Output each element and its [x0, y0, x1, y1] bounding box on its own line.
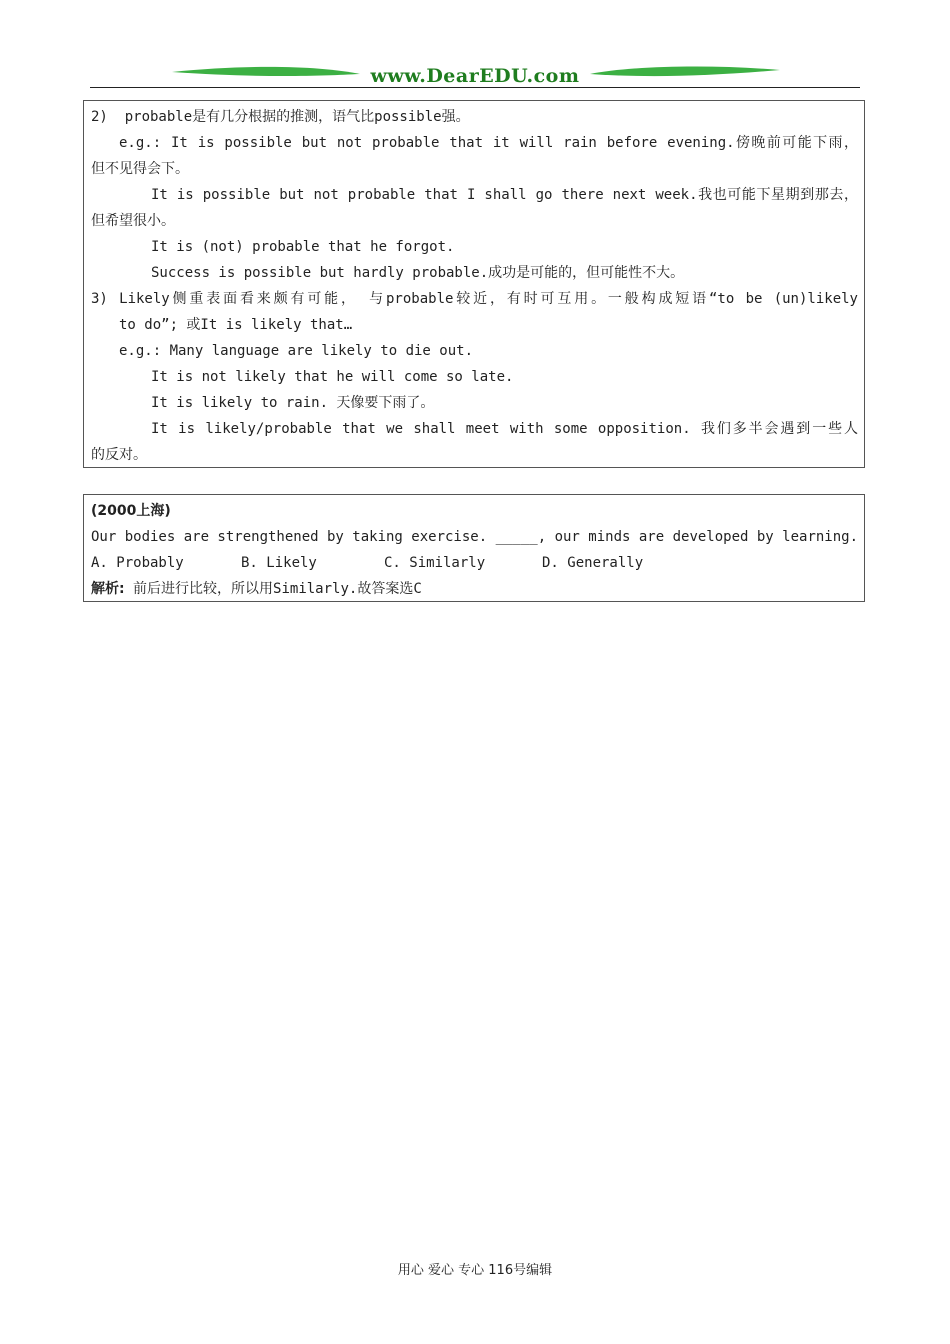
explanation-box	[83, 100, 865, 468]
text-line: 的反对。	[91, 447, 147, 463]
text-line: 但不见得会下。	[91, 161, 189, 177]
page-header	[90, 60, 860, 90]
text-line: 3) Likely侧重表面看来颇有可能， 与probable较近，有时可互用。一般构成短语“to be (un)likely	[91, 291, 858, 307]
page-footer: 用心 爱心 专心 116号编辑	[397, 1263, 553, 1278]
analysis-label: 解析:	[91, 581, 125, 597]
text-line: It is not likely that he will come so late.	[151, 369, 514, 385]
text-line: It is likely/probable that we shall meet with some opposition. 我们多半会遇到一些人	[151, 421, 858, 437]
text-line: e.g.: Many language are likely to die out.	[119, 343, 474, 359]
exercise-box	[83, 494, 865, 602]
text-line: 2) probable是有几分根据的推测，语气比possible强。	[91, 109, 470, 125]
header-divider	[90, 87, 860, 88]
text-line: e.g.: It is possible but not probable that it will rain before evening.傍晚前可能下雨，	[119, 135, 858, 151]
text-line: Success is possible but hardly probable.成功是可能的，但可能性不大。	[151, 265, 685, 281]
exercise-question: Our bodies are strengthened by taking exercise. _____, our minds are developed by learning.	[91, 529, 858, 545]
choice-a: A. Probably	[91, 555, 184, 571]
choice-d: D. Generally	[542, 555, 644, 571]
text-line: 但希望很小。	[91, 213, 175, 229]
text-line: It is likely to rain. 天像要下雨了。	[151, 395, 435, 411]
exercise-source: (2000上海)	[91, 503, 171, 519]
choice-c: C. Similarly	[384, 555, 486, 571]
text-line: to do”; 或It is likely that…	[119, 317, 353, 333]
analysis-text: 前后进行比较，所以用Similarly.故答案选C	[124, 581, 422, 597]
site-logo-text: www.DearEDU.com	[370, 65, 580, 87]
text-line: It is (not) probable that he forgot.	[151, 239, 455, 255]
text-line: It is possible but not probable that I shall go there next week.我也可能下星期到那去，	[151, 187, 858, 203]
choice-b: B. Likely	[241, 555, 317, 571]
exercise-analysis	[91, 576, 858, 602]
choice-list	[91, 550, 858, 576]
